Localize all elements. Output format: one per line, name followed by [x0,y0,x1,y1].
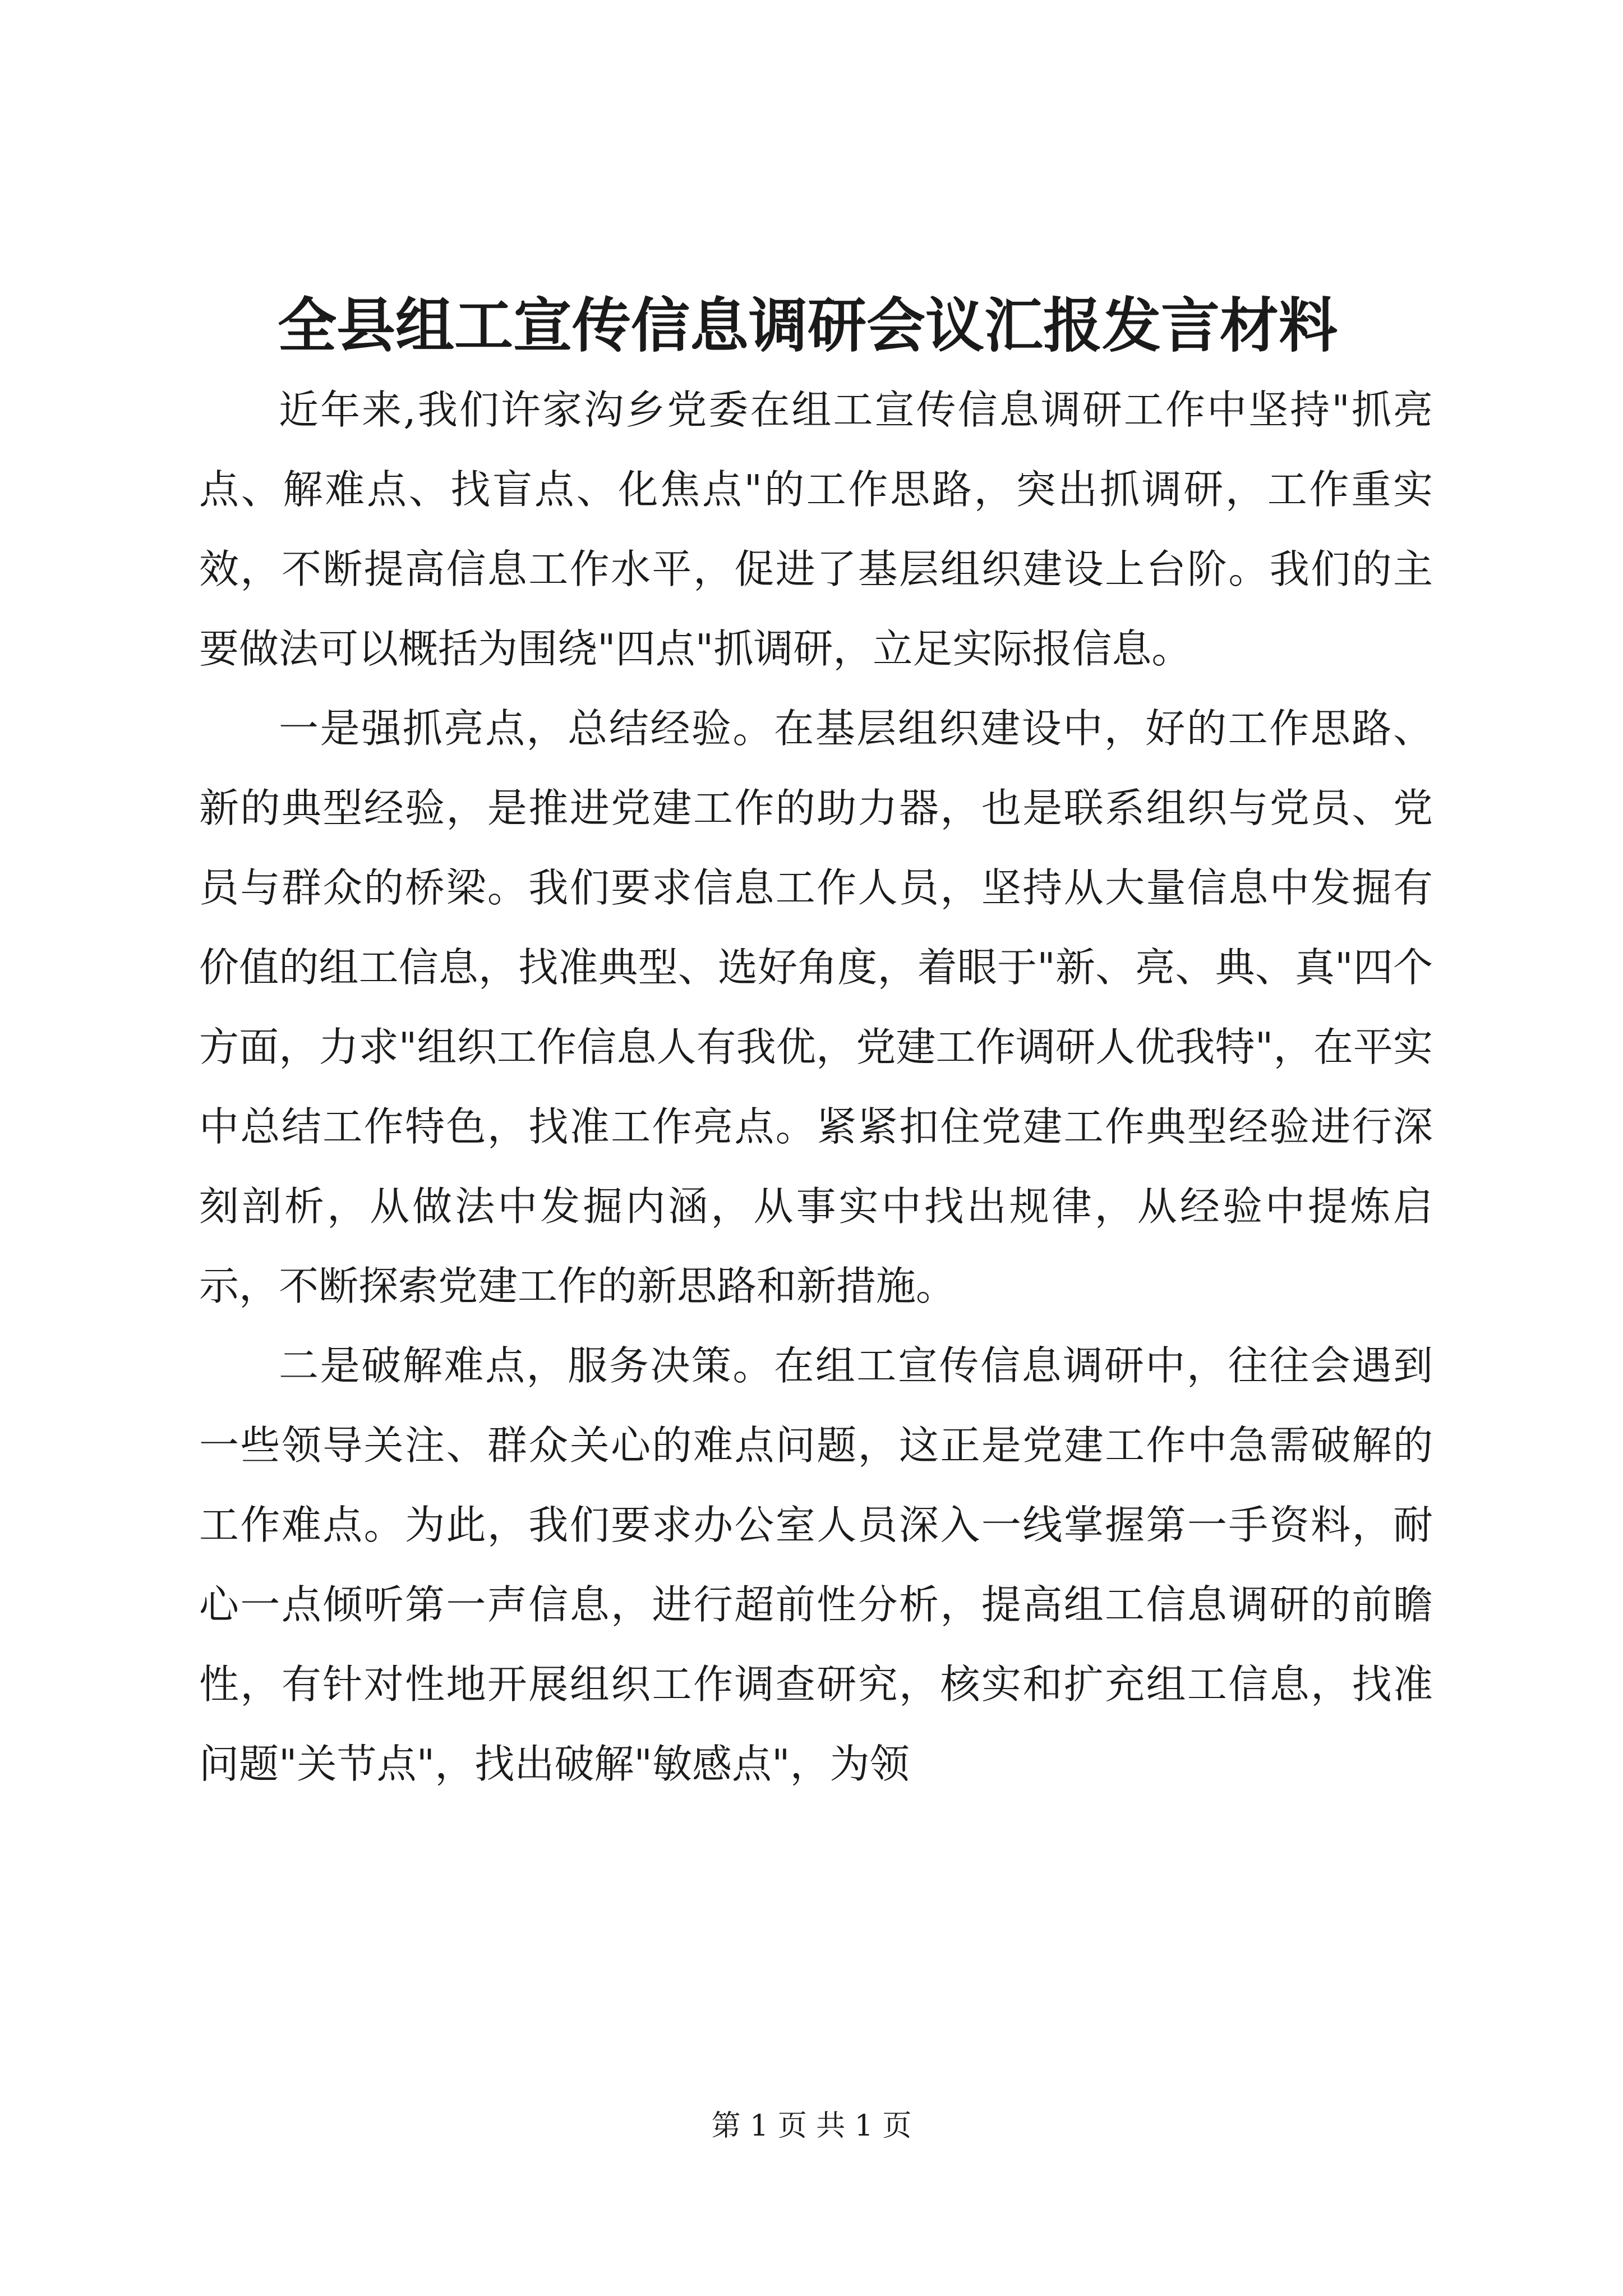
page-number-footer: 第 1 页 共 1 页 [711,2109,912,2143]
document-title: 全县组工宣传信息调研会议汇报发言材料 [277,291,1338,360]
paragraph-intro: 近年来,我们许家沟乡党委在组工宣传信息调研工作中坚持"抓亮点、解难点、找盲点、化焦点"的工作思路，突出抓调研，工作重实效，不断提高信息工作水平，促进了基层组织建设上台阶。我们的主要做法可以概括为围绕"四点"抓调研，立足实际报信息。 [199,386,1433,672]
document-body [199,370,1433,1804]
paragraph-highlights: 一是强抓亮点，总结经验。在基层组织建设中，好的工作思路、新的典型经验，是推进党建工作的助力器，也是联系组织与党员、党员与群众的桥梁。我们要求信息工作人员，坚持从大量信息中发掘有价值的组工信息，找准典型、选好角度，着眼于"新、亮、典、真"四个方面，力求"组织工作信息人有我优，党建工作调研人优我特"，在平实中总结工作特色，找准工作亮点。紧紧扣住党建工作典型经验进行深刻剖析，从做法中发掘内涵，从事实中找出规律，从经验中提炼启示，不断探索党建工作的新思路和新措施。 [199,705,1433,1309]
paragraph-difficulties: 二是破解难点，服务决策。在组工宣传信息调研中，往往会遇到一些领导关注、群众关心的难点问题，这正是党建工作中急需破解的工作难点。为此，我们要求办公室人员深入一线掌握第一手资料，耐心一点倾听第一声信息，进行超前性分析，提高组工信息调研的前瞻性，有针对性地开展组织工作调查研究，核实和扩充组工信息，找准问题"关节点"，找出破解"敏感点"，为领 [199,1342,1433,1787]
